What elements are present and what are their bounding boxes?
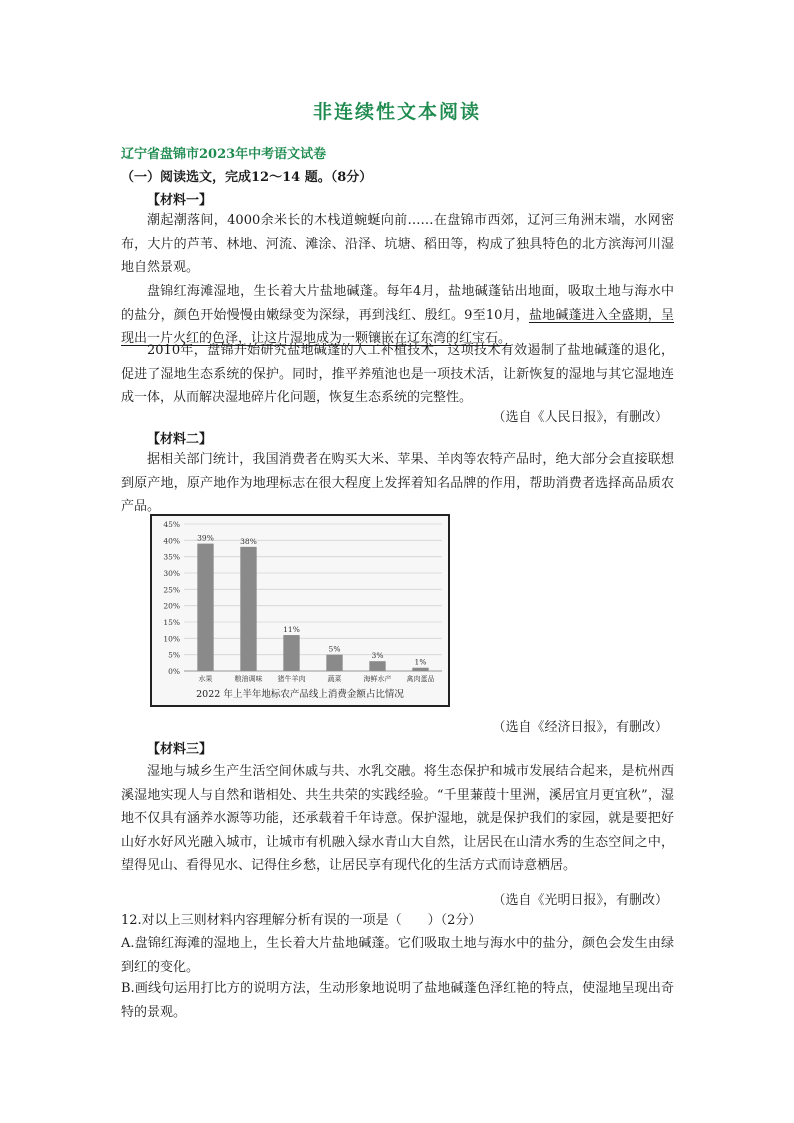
material1-paragraph-3: 2010年，盘锦开始研究盐地碱蓬的人工补植技术，这项技术有效遏制了盐地碱蓬的退化，促进了湿地生态系统的保护。同时，推平养殖池也是一项技术活，让新恢复的湿地与其它湿地连成一体，从而解决湿地碎片化问题，恢复生态系统的完整性。 bbox=[121, 343, 674, 406]
data-label: 39% bbox=[197, 533, 214, 543]
data-label: 11% bbox=[283, 625, 300, 635]
question-12-stem: 12.对以上三则材料内容理解分析有误的一项是（ ）（2分） bbox=[121, 913, 482, 928]
task-instruction: （一）阅读选文，完成12～14 题。（8分） bbox=[121, 170, 373, 185]
y-tick-label: 5% bbox=[168, 650, 180, 660]
y-tick-label: 0% bbox=[168, 667, 180, 676]
page-title: 非连续性文本阅读 bbox=[312, 101, 481, 123]
question-12-option-b: B.画线句运用打比方的说明方法，生动形象地说明了盐地碱蓬色泽红艳的特点，使湿地呈现出奇特的景观。 bbox=[121, 981, 674, 1020]
material3-heading: 【材料三】 bbox=[147, 742, 213, 757]
y-tick-label: 30% bbox=[163, 569, 180, 578]
material2-paragraph-1: 据相关部门统计，我国消费者在购买大米、苹果、羊肉等农特产品时，绝大部分会直接联想到原产地，原产地作为地理标志在很大程度上发挥着知名品牌的作用，帮助消费者选择高品质农产品。 bbox=[121, 452, 674, 515]
question-12-option-a: A.盘锦红海滩的湿地上，生长着大片盐地碱蓬。它们吸取土地与海水中的盐分，颜色会发生由绿到红的变化。 bbox=[121, 936, 674, 975]
data-label: 3% bbox=[371, 651, 384, 661]
material1-paragraph-1: 潮起潮落间，4000余米长的木栈道蜿蜒向前……在盘锦市西郊，辽河三角洲末端，水网密布，大片的芦苇、林地、河流、滩涂、沿泽、坑塘、稻田等，构成了独具特色的北方滨海河川湿地自然景观。 bbox=[121, 213, 674, 276]
material2-heading: 【材料二】 bbox=[147, 432, 213, 447]
y-tick-label: 35% bbox=[163, 552, 180, 562]
bar bbox=[412, 668, 428, 671]
bar bbox=[326, 655, 342, 671]
category-label: 海鲜水产 bbox=[363, 675, 392, 683]
y-tick-label: 20% bbox=[163, 601, 180, 611]
data-label: 5% bbox=[328, 644, 341, 654]
category-label: 禽肉蛋品 bbox=[406, 675, 435, 683]
data-label: 38% bbox=[240, 536, 257, 546]
bar-chart-svg bbox=[152, 516, 448, 705]
material2-source: （选自《经济日报》，有删改） bbox=[492, 720, 668, 735]
material1-heading: 【材料一】 bbox=[147, 193, 213, 208]
bar bbox=[369, 661, 385, 671]
category-label: 蔬菜 bbox=[327, 675, 342, 683]
material1-paragraph-2-text: 盘锦红海滩湿地，生长着大片盐地碱蓬。每年4月，盐地碱蓬钻出地面，吸取土地与海水中的盐分，颜色开始慢慢由嫩绿变为深绿，再到浅红、殷红。9至10月， bbox=[121, 284, 674, 323]
bar bbox=[283, 635, 299, 671]
y-tick-label: 40% bbox=[163, 536, 180, 546]
material1-source: （选自《人民日报》，有删改） bbox=[492, 410, 668, 425]
bar bbox=[240, 547, 256, 671]
exam-source-heading: 辽宁省盘锦市2023年中考语文试卷 bbox=[121, 147, 327, 162]
chart-title: 2022 年上半年地标农产品线上消费金额占比情况 bbox=[196, 689, 404, 700]
bar-chart bbox=[150, 514, 450, 707]
y-tick-label: 10% bbox=[163, 634, 180, 644]
material3-paragraph-1: 湿地与城乡生产生活空间休戚与共、水乳交融。将生态保护和城市发展结合起来，是杭州西溪湿地实现人与自然和谐相处、共生共荣的实践经验。“千里蒹葭十里洲，溪居宜月更宜秋”，湿地不仅具有涵养水源等功能，还承载着千年诗意。保护湿地，就是保护我们的家园，就是要把好山好水好风光融入城市，让城市有机融入绿水青山大自然，让居民在山清水秀的生态空间之中，望得见山、看得见水、记得住乡愁，让居民享有现代化的生活方式而诗意栖居。 bbox=[121, 764, 674, 874]
y-tick-label: 25% bbox=[163, 585, 180, 595]
category-label: 粮油调味 bbox=[234, 675, 263, 683]
category-label: 水果 bbox=[198, 675, 213, 683]
y-tick-label: 45% bbox=[163, 520, 180, 529]
underlined-sentence: 盐地碱蓬进入全盛期，呈现出一片火红的色泽，让这片湿地成为一颗镶嵌在辽东湾的红宝石。 bbox=[121, 307, 674, 347]
y-tick-label: 15% bbox=[163, 618, 180, 627]
data-label: 1% bbox=[414, 657, 427, 667]
material3-source: （选自《光明日报》，有删改） bbox=[492, 893, 668, 908]
bar bbox=[197, 544, 213, 671]
category-label: 猪牛羊肉 bbox=[277, 675, 306, 683]
